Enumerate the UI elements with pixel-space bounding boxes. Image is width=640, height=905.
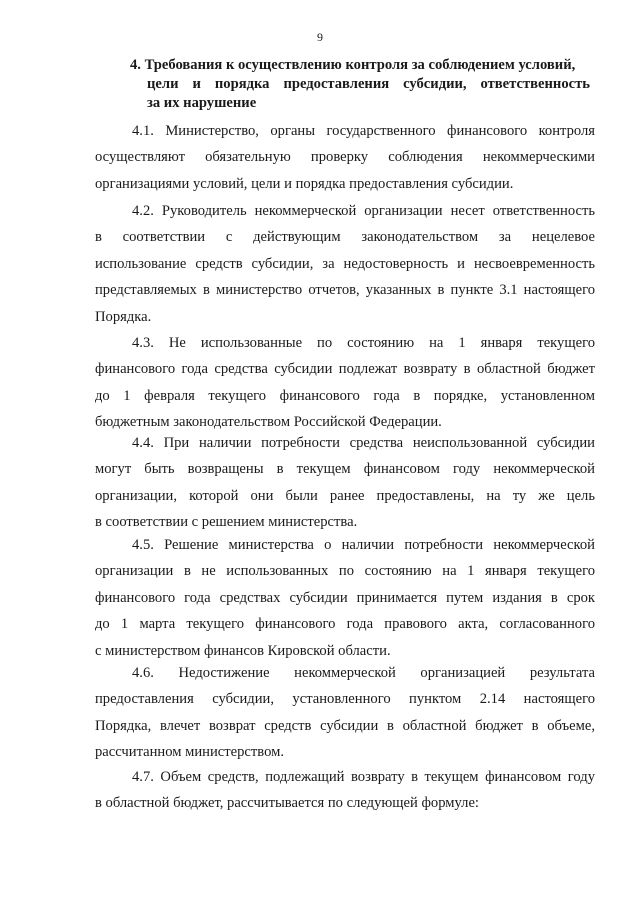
paragraph-4-7 <box>95 764 595 817</box>
paragraph-4-5 <box>95 532 595 664</box>
paragraph-4-2 <box>95 198 595 330</box>
paragraph-line: финансового года средства субсидии подлежат возврату в областной бюджет <box>95 361 595 378</box>
heading-line: цели и порядка предоставления субсидии, ответственность <box>147 76 590 92</box>
paragraph-line: финансового года средствах субсидии принимается путем издания в срок <box>95 589 595 606</box>
paragraph-line: осуществляют обязательную проверку соблюдения некоммерческими <box>95 149 595 166</box>
paragraph-4-3 <box>95 330 595 436</box>
paragraph-line: организациями условий, цели и порядка предоставления субсидии. <box>95 175 514 192</box>
heading-line: 4. Требования к осуществлению контроля за соблюдением условий, <box>130 57 576 73</box>
paragraph-line: Порядка. <box>95 308 152 325</box>
paragraph-line: представляемых в министерство отчетов, указанных в пункте 3.1 настоящего <box>95 282 595 299</box>
paragraph-line: 4.4. При наличии потребности средства неиспользованной субсидии <box>132 435 595 451</box>
paragraph-4-4 <box>95 430 595 536</box>
paragraph-line: в областной бюджет, рассчитывается по следующей формуле: <box>95 795 479 812</box>
paragraph-line: рассчитанном министерством. <box>95 744 284 761</box>
paragraph-line: могут быть возвращены в текущем финансовом году некоммерческой <box>95 461 595 478</box>
page-number: 9 <box>317 30 323 44</box>
paragraph-line: 4.2. Руководитель некоммерческой организации несет ответственность <box>132 203 595 219</box>
paragraph-line: организации в не использованных по состоянию на 1 января текущего <box>95 563 595 580</box>
paragraph-line: предоставления субсидии, установленного пунктом 2.14 настоящего <box>95 691 595 708</box>
paragraph-line: 4.7. Объем средств, подлежащий возврату в текущем финансовом году <box>132 769 595 785</box>
paragraph-line: в соответствии с решением министерства. <box>95 514 358 531</box>
section-heading <box>130 56 590 113</box>
paragraph-line: бюджетным законодательством Российской Федерации. <box>95 414 442 431</box>
paragraph-line: 4.5. Решение министерства о наличии потребности некоммерческой <box>132 537 595 553</box>
paragraph-line: использование средств субсидии, за недостоверность и несвоевременность <box>95 255 595 272</box>
paragraph-4-6 <box>95 660 595 766</box>
paragraph-line: с министерством финансов Кировской области. <box>95 642 391 659</box>
paragraph-line: 4.6. Недостижение некоммерческой организацией результата <box>132 665 595 681</box>
paragraph-line: в соответствии с действующим законодательством за нецелевое <box>95 229 595 246</box>
paragraph-line: 4.1. Министерство, органы государственного финансового контроля <box>132 123 595 139</box>
paragraph-line: Порядка, влечет возврат средств субсидии в областной бюджет в объеме, <box>95 717 595 734</box>
paragraph-line: организации, которой они были ранее предоставлены, на ту же цель <box>95 487 595 504</box>
paragraph-4-1 <box>95 118 595 197</box>
paragraph-line: 4.3. Не использованные по состоянию на 1 января текущего <box>132 335 595 351</box>
heading-line: за их нарушение <box>147 95 257 111</box>
paragraph-line: до 1 марта текущего финансового года правового акта, согласованного <box>95 616 595 633</box>
paragraph-line: до 1 февраля текущего финансового года в порядке, установленном <box>95 387 595 404</box>
